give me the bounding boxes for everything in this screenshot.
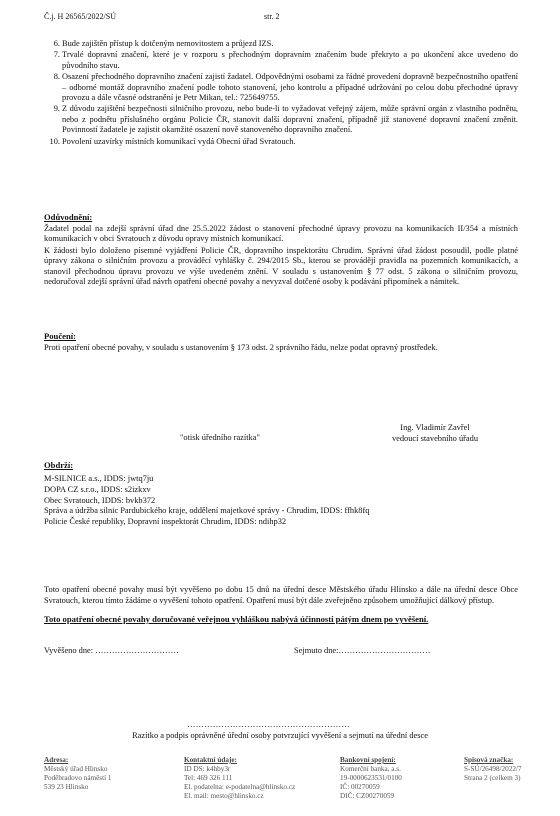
instruction-heading: Poučení: bbox=[44, 331, 76, 341]
footer-contact: Kontaktní údaje: ID DS: k4hby3r Tel: 469 326 111 El. podatelna: e-podatelna@hlinsko.cz El. mail: mesto@hlinsko.cz bbox=[184, 756, 296, 800]
reasoning-paragraph-2: K žádosti bylo doloženo písemné vyjádření Policie ČR, dopravního inspektorátu Chrudim. Správní úřad žádost posoudil, podle platné úpravy zákona o silničním provozu a prováděcí vyhlášky č. 294/2015 Sb., kterou se provádějí pravidla na pozemních komunikacích, a stanovil přechodnou úpravu provozu ve výše uvedeném znění. V souladu s ustanovením § 77 odst. 5 zákona o silničním provozu, nedoručoval zdejší správní úřad návrh opatření obecné povahy a nevyzval dotčené osoby k podávání připomínek a námitek. bbox=[44, 246, 518, 287]
list-item: Obec Svratouch, IDDS: bvkb372 bbox=[44, 495, 156, 505]
posting-notice: Toto opatření obecné povahy musí být vyvěšeno po dobu 15 dnů na úřední desce Městského úřadu Hlinsko a dále na úřední desce Obce Svratouch, kterou tímto žádáme o vyvěšení tohoto opatření. Opatření musí být dále zveřejněno způsobem umožňující dálkový přístup. bbox=[44, 585, 518, 605]
list-item: M-SILNICE a.s., IDDS: jwtq7ju bbox=[44, 474, 154, 483]
footer-address: Adresa: Městský úřad Hlinsko Poděbradovo náměstí 1 539 23 Hlinsko bbox=[44, 756, 112, 791]
stamp-caption: Razítko a podpis oprávněné úřední osoby potvrzující vyvěšení a sejmutí na úřední desce bbox=[132, 731, 428, 740]
email-link[interactable]: El. podatelna: e-podatelna@hlinsko.cz bbox=[184, 783, 296, 791]
list-item: DOPA CZ s.r.o., IDDS: s2izkxv bbox=[44, 484, 151, 494]
conditions-list bbox=[44, 39, 518, 148]
list-item: 7. Trvalé dopravní značení, které je v rozporu s přechodným dopravním značením bude překryto a po ukončení akce uvedeno do původního stavu. bbox=[53, 50, 518, 70]
signature-dotted-line: ………………………………………………… bbox=[187, 720, 350, 729]
removed-date-field: Sejmuto dne:…………………………… bbox=[294, 646, 431, 655]
posted-date-field: Vyvěšeno dne: ………………………… bbox=[44, 646, 179, 655]
reference-number: Č.j. H 26565/2022/SÚ bbox=[44, 12, 117, 21]
signatory bbox=[380, 422, 490, 444]
effectivity-notice: Toto opatření obecné povahy doručované veřejnou vyhláškou nabývá účinnosti pátým dnem po vyvěšení. bbox=[44, 614, 429, 624]
stamp-placeholder: "otisk úředního razítka" bbox=[180, 433, 260, 442]
recipients-heading: Obdrží: bbox=[44, 460, 74, 470]
page-number: str. 2 bbox=[264, 12, 280, 21]
reasoning-heading: Odůvodnění: bbox=[44, 212, 93, 222]
list-item: 9. Z důvodu zajištění bezpečnosti silničního provozu, nebo bude-li to vyžadovat veřejný zájem, může správní orgán z vlastního podnětu, nebo z podnětu příslušného orgánu Policie ČR, stanovit další dopravní značení, případně již stanovené dopravní značení změnit. Povinností žadatele je zajistit okamžité osazení nově stanoveného dopravního značení. bbox=[53, 104, 518, 135]
signatory-role: vedoucí stavebního úřadu bbox=[391, 434, 479, 443]
instruction-paragraph: Proti opatření obecné povahy, v souladu s ustanovením § 173 odst. 2 správního řádu, nelze podat opravný prostředek. bbox=[44, 343, 438, 352]
list-item: 6. Bude zajištěn přístup k dotčeným nemovitostem a průjezd IZS. bbox=[53, 39, 274, 48]
list-item: Policie České republiky, Dopravní inspektorát Chrudim, IDDS: ndihp32 bbox=[44, 517, 287, 527]
footer-bank: Bankovní spojení: Komerční banka, a.s. 19-0000623531/0100 IČ: 00270059 DIČ: CZ00270059 bbox=[340, 756, 402, 800]
list-item: Správa a údržba silnic Pardubického kraje, oddělení majetkové správy - Chrudim, IDDS: ffhk8fq bbox=[44, 506, 370, 516]
reasoning-paragraph-1: Žadatel podal na zdejší správní úřad dne 25.5.2022 žádost o stanovení přechodné úpravy provozu na komunikacích II/354 a místních komunikacích v obci Svratouch z důvodu opravy místních komunikací. bbox=[44, 224, 518, 244]
list-item: 10. Povolení uzavírky místních komunikací vydá Obecní úřad Svratouch. bbox=[49, 136, 296, 146]
recipients-list bbox=[44, 474, 369, 528]
signatory-name: Ing. Vladimír Zavřel bbox=[400, 423, 470, 432]
email-link[interactable]: El. mail: mesto@hlinsko.cz bbox=[184, 792, 264, 800]
page-footer bbox=[44, 756, 544, 806]
footer-file-ref: Spisová značka: S-SÚ/26498/2022/7 Strana 2 (celkem 3) bbox=[464, 756, 522, 782]
list-item: 8. Osazení přechodného dopravního značení zajistí žadatel. Odpovědnými osobami za řádné provedení dopravně bezpečnostního opatření – odborné montáž dopravního značení podle tohoto stanovení, jeho kontrolu a případné udržování po celou dobu přechodné úpravy provozu a dále včasné odstranění je Petr Mikan, tel.: 725649755. bbox=[53, 72, 518, 103]
